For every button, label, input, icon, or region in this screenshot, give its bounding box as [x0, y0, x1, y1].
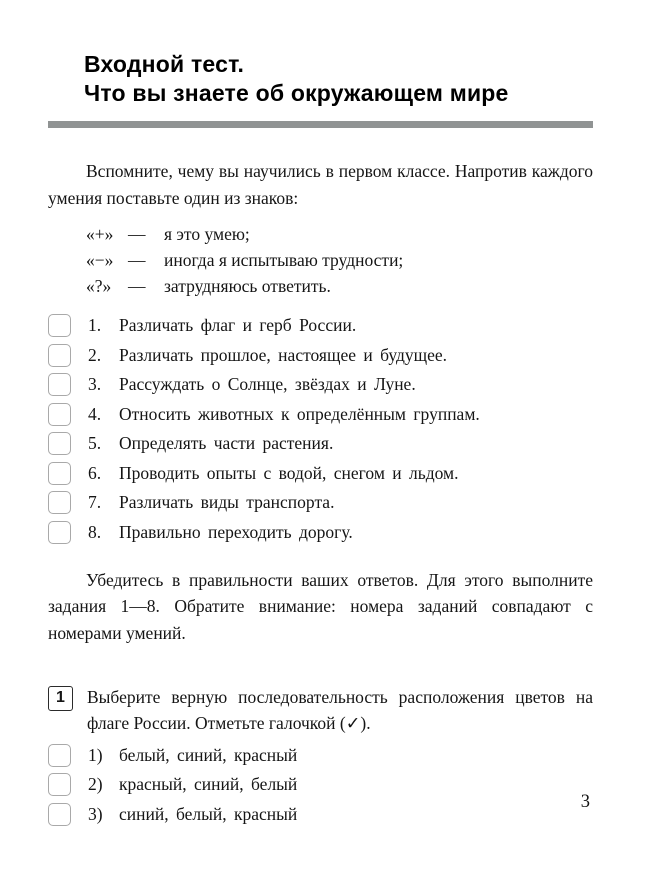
task-1	[48, 684, 593, 826]
skill-text: Различать виды транспорта.	[119, 492, 335, 513]
option-number: 1)	[88, 744, 103, 765]
option-checkbox-3[interactable]	[48, 803, 71, 826]
legend-dash: —	[128, 276, 146, 297]
divider-rule	[48, 121, 593, 128]
skill-checkbox-7[interactable]	[48, 491, 71, 514]
skill-text: Рассуждать о Солнце, звёздах и Луне.	[119, 374, 416, 395]
skill-text: Различать флаг и герб России.	[119, 315, 357, 336]
legend-row	[86, 221, 593, 247]
skill-text: Проводить опыты с водой, снегом и льдом.	[119, 462, 459, 483]
skill-number: 8.	[88, 521, 102, 542]
task-1-options	[48, 744, 593, 826]
skill-checkbox-8[interactable]	[48, 521, 71, 544]
option-text: красный, синий, белый	[119, 774, 298, 795]
skill-row-3	[48, 373, 593, 396]
page-title	[84, 50, 593, 108]
legend-symbol: «−»	[86, 249, 114, 270]
skill-text: Относить животных к определённым группам.	[119, 403, 480, 424]
skill-row-6	[48, 462, 593, 485]
skill-checkbox-6[interactable]	[48, 462, 71, 485]
legend-symbol: «?»	[86, 276, 112, 297]
option-text: синий, белый, красный	[119, 803, 298, 824]
skill-number: 5.	[88, 433, 102, 454]
skill-checkbox-3[interactable]	[48, 373, 71, 396]
task-1-header	[48, 684, 593, 737]
legend-dash: —	[128, 249, 146, 270]
option-row-1	[48, 744, 593, 767]
note-paragraph: Убедитесь в правильности ваших ответов. Для этого выполните задания 1—8. Обратите внимание: номера заданий совпадают с номерами умений.	[48, 569, 593, 644]
page-title-line1: Входной тест.	[84, 51, 245, 77]
option-row-3	[48, 803, 593, 826]
page-number: 3	[580, 792, 590, 812]
skill-number: 6.	[88, 462, 102, 483]
skill-text: Определять части растения.	[119, 433, 334, 454]
skill-text: Различать прошлое, настоящее и будущее.	[119, 344, 448, 365]
skill-checkbox-4[interactable]	[48, 403, 71, 426]
skill-number: 1.	[88, 315, 102, 336]
skill-row-7	[48, 491, 593, 514]
option-checkbox-2[interactable]	[48, 773, 71, 796]
option-number: 2)	[88, 774, 103, 795]
option-text: белый, синий, красный	[119, 744, 298, 765]
legend-symbol: «+»	[86, 223, 114, 244]
task-number-box	[48, 686, 73, 711]
task-1-text: Выберите верную последовательность расположения цветов на флаге России. Отметьте галочкой (✓).	[87, 686, 593, 734]
skill-number: 2.	[88, 344, 102, 365]
skill-row-2	[48, 344, 593, 367]
page-title-line2: Что вы знаете об окружающем мире	[84, 80, 509, 107]
skill-text: Правильно переходить дорогу.	[119, 521, 353, 542]
task-number: 1	[56, 689, 65, 707]
skill-row-5	[48, 432, 593, 455]
skill-row-1	[48, 314, 593, 337]
option-row-2	[48, 773, 593, 796]
skill-row-4	[48, 403, 593, 426]
skill-checkbox-1[interactable]	[48, 314, 71, 337]
marks-legend	[86, 221, 593, 300]
legend-dash: —	[128, 223, 146, 244]
skill-checkbox-2[interactable]	[48, 344, 71, 367]
skill-number: 4.	[88, 403, 102, 424]
skill-number: 7.	[88, 492, 102, 513]
legend-text: я это умею;	[164, 223, 250, 244]
legend-row	[86, 247, 593, 273]
skill-row-8	[48, 521, 593, 544]
legend-text: иногда я испытываю трудности;	[164, 249, 404, 270]
skill-checkbox-5[interactable]	[48, 432, 71, 455]
option-checkbox-1[interactable]	[48, 744, 71, 767]
legend-row	[86, 273, 593, 299]
skills-checklist	[48, 314, 593, 544]
skill-number: 3.	[88, 374, 102, 395]
option-number: 3)	[88, 803, 103, 824]
legend-text: затрудняюсь ответить.	[164, 276, 331, 297]
intro-paragraph: Вспомните, чему вы научились в первом классе. Напротив каждого умения поставьте один из знаков:	[48, 161, 593, 208]
